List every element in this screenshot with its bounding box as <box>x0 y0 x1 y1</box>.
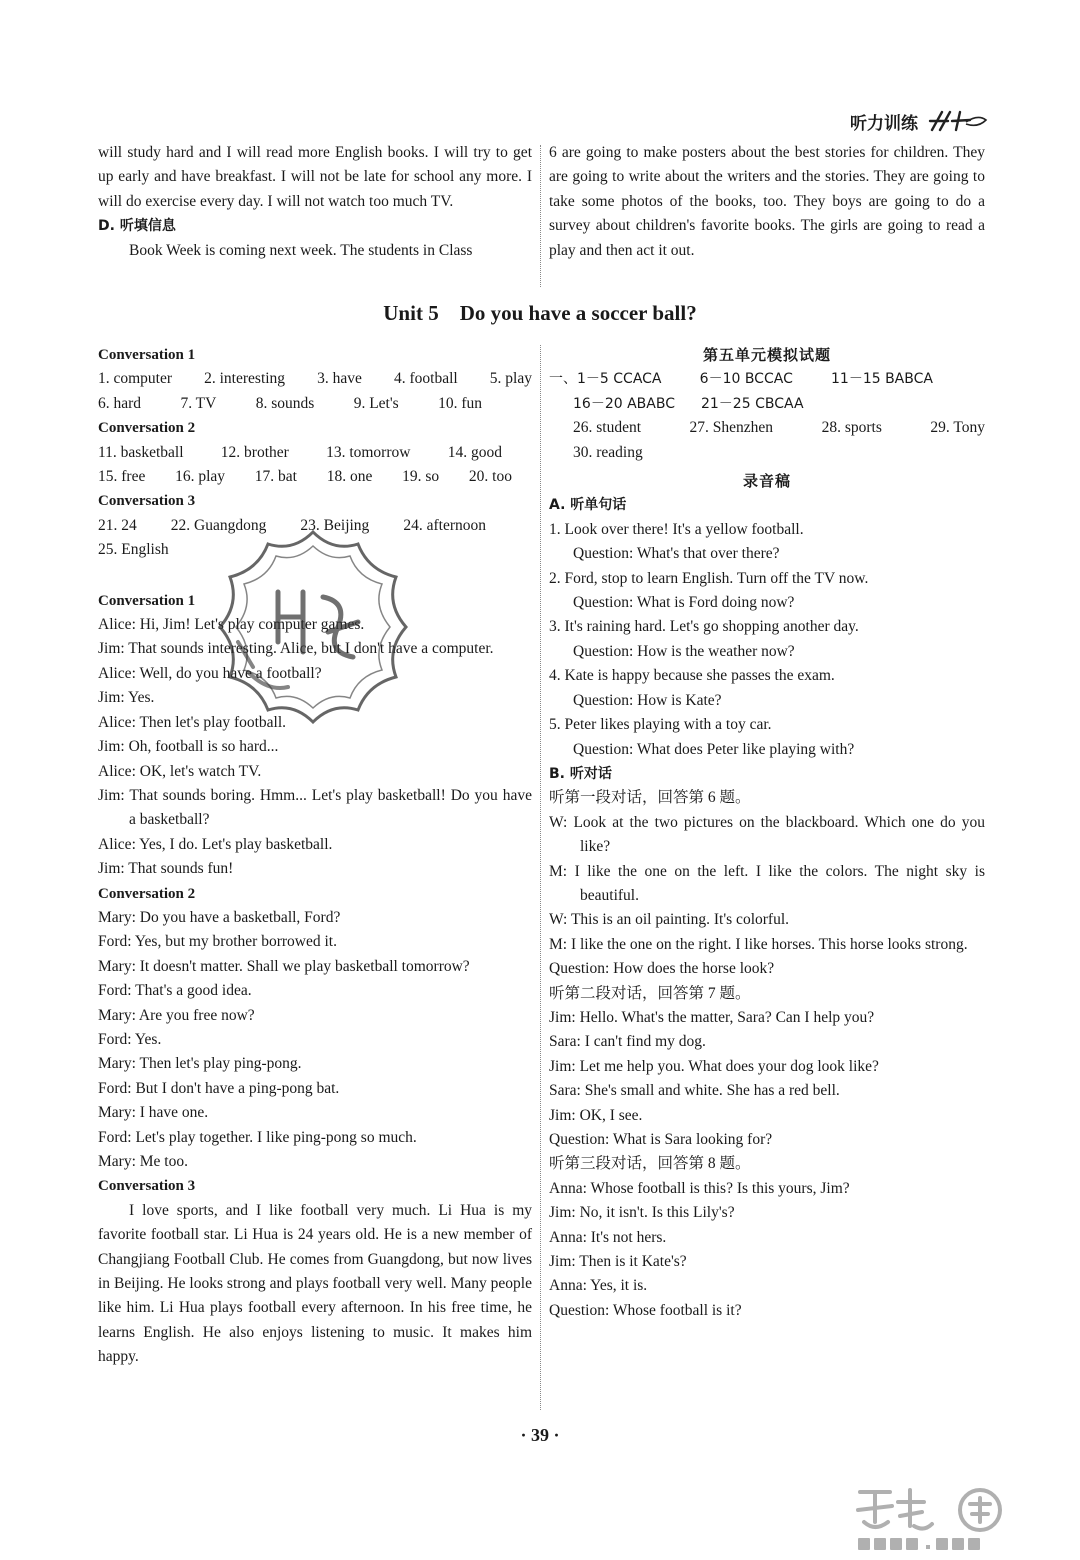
section-a-heading: A. 听单句话 <box>549 497 627 514</box>
b-line: Jim: OK, I see. <box>549 1106 643 1124</box>
b-line: Jim: No, it isn't. Is this Lily's? <box>549 1204 735 1222</box>
answer-item: 一、1－5 CCACA <box>549 371 662 388</box>
dialogue-line: Jim: That sounds fun! <box>98 860 234 878</box>
answer-item: 26. student <box>573 419 642 437</box>
answer-item: 24. afternoon <box>403 516 486 534</box>
main-column-divider <box>540 345 541 1410</box>
a-item-number: 5. <box>549 716 561 734</box>
b-line: Sara: She's small and white. She has a red bell. <box>549 1082 840 1100</box>
page-number: · 39 · <box>520 1425 560 1445</box>
dialogue-line: Mary: Me too. <box>98 1153 188 1170</box>
dialogue-line: Mary: Do you have a basketball, Ford? <box>98 908 341 926</box>
b-line: 听第二段对话，回答第 7 题。 <box>549 984 751 1002</box>
answers-conv2-row1 <box>98 441 532 465</box>
answer-item: 9. Let's <box>353 394 399 412</box>
a-item-question: Question: How is the weather now? <box>573 642 795 660</box>
page-header <box>850 108 990 134</box>
top-right-column <box>549 141 985 263</box>
dialogue-line: Ford: Yes, but my brother borrowed it. <box>98 933 337 951</box>
answer-item: 13. tomorrow <box>326 443 411 461</box>
b-line: Anna: Whose football is this? Is this yours, Jim? <box>549 1179 850 1197</box>
transcript-conv1-heading: Conversation 1 <box>98 592 196 609</box>
answers-conv2-heading: Conversation 2 <box>98 420 196 437</box>
section-d-text: Book Week is coming next week. The students in Class <box>129 241 473 259</box>
answer-item: 6. hard <box>98 394 142 412</box>
top-right-paragraph: 6 are going to make posters about the best stories for children. They are going to write about the writers and the stories. They are going to take some photos of the books, too. They boys are going to do a survey about children's favorite books. The girls are going to read a play and then act it out. <box>549 144 985 259</box>
dialogue-line: Mary: I have one. <box>98 1104 209 1122</box>
a-item-question: Question: What's that over there? <box>573 545 780 563</box>
b-line: W: Look at the two pictures on the blackboard. Which one do you like? <box>549 813 985 856</box>
test-answers-row4 <box>549 441 985 465</box>
answer-item: 16. play <box>175 468 226 486</box>
answer-item: 2. interesting <box>204 370 286 388</box>
b-line: Question: Whose football is it? <box>549 1301 742 1319</box>
ht-logo-icon <box>926 108 990 134</box>
b-line: Question: How does the horse look? <box>549 960 775 978</box>
answer-item: 7. TV <box>180 394 217 412</box>
dialogue-line: Ford: Let's play together. I like ping-pong so much. <box>98 1128 417 1146</box>
answer-item: 20. too <box>468 468 512 486</box>
section-b-heading: B. 听对话 <box>549 765 612 782</box>
answer-item: 21. 24 <box>98 516 137 534</box>
a-item-question: Question: What is Ford doing now? <box>573 594 795 612</box>
answer-item: 27. Shenzhen <box>689 419 774 437</box>
answers-conv1-row2 <box>98 392 532 416</box>
a-item-question: Question: What does Peter like playing with? <box>573 740 855 758</box>
dialogue-line: Alice: Yes, I do. Let's play basketball. <box>98 835 333 853</box>
a-item-text: Look over there! It's a yellow football. <box>564 520 804 538</box>
a-item-number: 4. <box>549 667 561 685</box>
answer-item: 11－15 BABCA <box>831 371 933 388</box>
a-item-text: It's raining hard. Let's go shopping another day. <box>564 618 859 636</box>
dialogue-line: Jim: Yes. <box>98 689 155 707</box>
dialogue-line: Alice: OK, let's watch TV. <box>98 762 262 780</box>
answer-item: 1. computer <box>98 370 173 388</box>
stamp-icon <box>208 522 418 732</box>
dialogue-line: Jim: Oh, football is so hard... <box>98 738 279 756</box>
answer-item: 15. free <box>98 468 146 486</box>
answers-conv2-row2 <box>98 465 532 489</box>
b-line: Sara: I can't find my dog. <box>549 1033 706 1051</box>
answers-conv1-heading: Conversation 1 <box>98 347 196 363</box>
answer-item: 23. Beijing <box>300 516 370 534</box>
b-line: Jim: Then is it Kate's? <box>549 1253 687 1271</box>
top-column-divider <box>540 145 541 287</box>
answer-item: 6－10 BCCAC <box>699 371 793 388</box>
dialogue-line: Alice: Well, do you have a football? <box>98 664 322 682</box>
dialogue-line: Mary: Then let's play ping-pong. <box>98 1055 302 1073</box>
transcript-conv3-heading: Conversation 3 <box>98 1178 196 1195</box>
answer-item: 4. football <box>393 370 458 388</box>
a-item <box>549 713 985 737</box>
answer-item: 5. play <box>489 370 532 388</box>
transcript-title: 录音稿 <box>742 472 791 491</box>
dialogue-line: Ford: Yes. <box>98 1030 162 1048</box>
answer-item: 18. one <box>326 468 373 486</box>
b-line: M: I like the one on the right. I like horses. This horse looks strong. <box>549 935 968 953</box>
a-item <box>549 615 985 639</box>
answers-conv3-heading: Conversation 3 <box>98 493 196 510</box>
answer-item: 8. sounds <box>255 394 315 412</box>
b-line: Question: What is Sara looking for? <box>549 1131 773 1148</box>
dialogue-line: Mary: It doesn't matter. Shall we play basketball tomorrow? <box>98 957 470 975</box>
dialogue-line: Ford: That's a good idea. <box>98 982 252 1000</box>
a-item-text: Kate is happy because she passes the exam. <box>564 667 835 685</box>
answer-item: 25. English <box>98 541 169 559</box>
a-item-number: 1. <box>549 520 561 538</box>
dialogue-line: Alice: Then let's play football. <box>98 713 287 731</box>
top-left-column <box>98 141 532 263</box>
test-answers-row1 <box>549 367 985 391</box>
dialogue-line: Mary: Are you free now? <box>98 1006 255 1024</box>
a-item-text: Ford, stop to learn English. Turn off the TV now. <box>564 569 869 587</box>
a-item <box>549 567 985 591</box>
a-item-text: Peter likes playing with a toy car. <box>564 716 772 734</box>
answer-item: 16－20 ABABC <box>573 395 675 412</box>
dialogue-line: Jim: That sounds interesting. Alice, but I don't have a computer. <box>98 640 494 658</box>
answer-item: 30. reading <box>573 443 643 461</box>
test-answers-row2 <box>549 392 985 416</box>
b-line: Anna: It's not hers. <box>549 1228 667 1246</box>
a-item <box>549 518 985 542</box>
transcript-conv2-heading: Conversation 2 <box>98 885 196 902</box>
b-line: 听第一段对话，回答第 6 题。 <box>549 789 751 807</box>
answer-item: 21－25 CBCAA <box>700 395 804 412</box>
a-item <box>549 664 985 688</box>
answer-item: 28. sports <box>821 419 882 437</box>
section-d-heading: D. 听填信息 <box>98 218 176 235</box>
answer-item: 19. so <box>402 468 440 486</box>
b-line: Jim: Hello. What's the matter, Sara? Can I help you? <box>549 1008 875 1026</box>
answer-item: 17. bat <box>254 468 297 486</box>
unit-title: Unit 5 Do you have a soccer ball? <box>383 301 697 325</box>
header-title: 听力训练 <box>850 113 918 134</box>
answer-item: 12. brother <box>220 443 289 461</box>
answers-conv1-row1 <box>98 367 532 391</box>
test-answers-row3 <box>549 416 985 440</box>
answer-item: 14. good <box>447 443 502 461</box>
b-line: Anna: Yes, it is. <box>549 1277 648 1295</box>
b-line: 听第三段对话，回答第 8 题。 <box>549 1155 751 1173</box>
b-line: W: This is an oil painting. It's colorful. <box>549 911 790 929</box>
answer-item: 22. Guangdong <box>170 516 267 534</box>
test-title: 第五单元模拟试题 <box>702 346 831 364</box>
a-item-number: 2. <box>549 569 561 587</box>
b-line: Jim: Let me help you. What does your dog look like? <box>549 1057 879 1075</box>
watermark-logo-icon <box>850 1482 1040 1554</box>
b-line: M: I like the one on the left. I like the colors. The night sky is beautiful. <box>549 862 985 904</box>
dialogue-line: Alice: Hi, Jim! Let's play computer games. <box>98 616 365 634</box>
right-column <box>549 343 985 1323</box>
transcript-conv3-paragraph: I love sports, and I like football very much. Li Hua is my favorite football star. Li Hua is 24 years old. He is a new member of Changjiang Football Club. He comes from Guangdong, but now lives in Beijing. He looks strong and plays football very well. Many people like him. Li Hua plays football every afternoon. In his free time, he learns English. He also enjoys listening to music. It makes him happy. <box>98 1201 532 1366</box>
answer-item: 3. have <box>317 370 362 388</box>
left-column <box>98 343 532 1370</box>
answer-item: 10. fun <box>438 394 482 412</box>
a-item-question: Question: How is Kate? <box>573 691 722 709</box>
dialogue-line: Ford: But I don't have a ping-pong bat. <box>98 1079 340 1097</box>
top-left-paragraph: will study hard and I will read more English books. I will try to get up early and have breakfast. I will not be late for school any more. I will do exercise every day. I will not watch too much TV. <box>98 144 532 210</box>
answer-item: 11. basketball <box>98 443 184 461</box>
answer-item: 29. Tony <box>930 419 985 437</box>
dialogue-line: Jim: That sounds boring. Hmm... Let's play basketball! Do you have a basketball? <box>98 786 532 829</box>
a-item-number: 3. <box>549 618 561 636</box>
